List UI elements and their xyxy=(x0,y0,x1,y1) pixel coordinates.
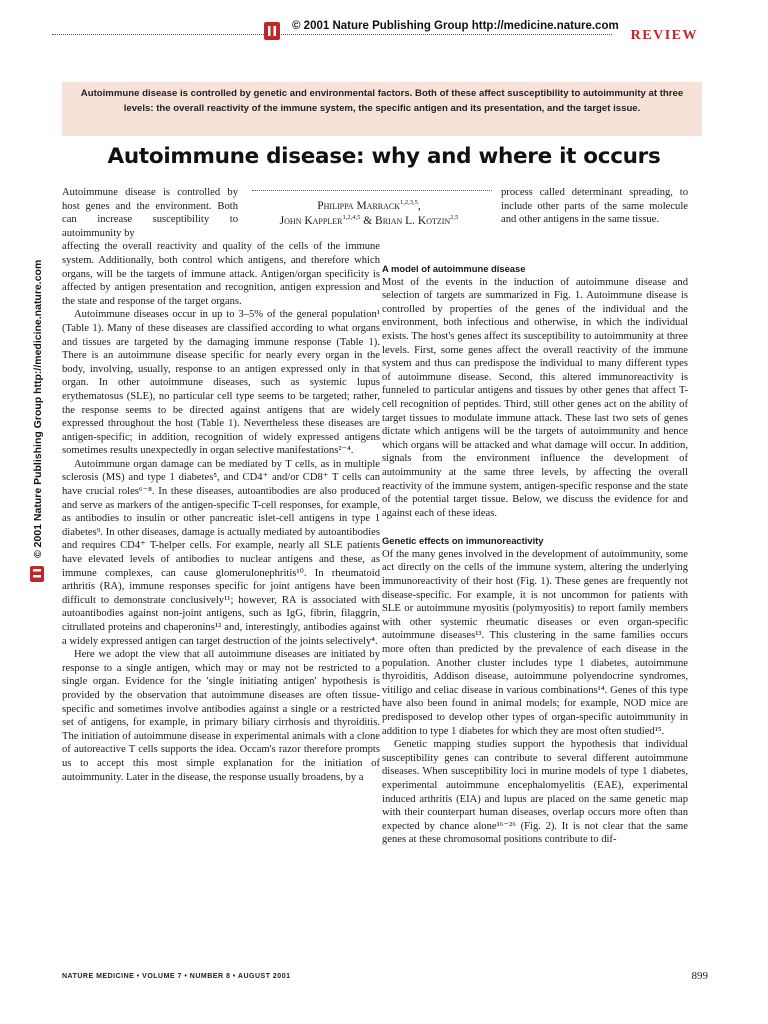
paragraph: Genetic mapping studies support the hypothesis that individual susceptibility genes can contribute to several different autoimmune diseases. When susceptibility loci in murine models of type 1 diabetes, experimental autoimmune encephalomyelitis (EAE), experimental induced arthritis (EIA) and lupus are placed on the same genetic map with their counterpart human diseases, overlap occurs more often than expected by chance alone¹⁶⁻²⁶ (Fig. 2). It is not clear that the same genes at these chromosomal positions contribute to dif- xyxy=(382,739,688,846)
author-kappler: John Kappler xyxy=(279,215,343,227)
author-marrack: Philippa Marrack xyxy=(317,200,401,212)
author-ampersand: & xyxy=(363,215,373,227)
author-kotzin: Brian L. Kotzin xyxy=(375,215,451,227)
npg-logo-icon xyxy=(264,22,280,40)
paragraph: affecting the overall reactivity and quality of the cells of the immune system. Additionally, both control which antigens, and therefore which organs, will be the targets of immune attack. Antigen/organ specificity is affected by antigen presentation and recognition, antigen expression and the state and response of the target organs. xyxy=(62,241,380,307)
header-copyright: © 2001 Nature Publishing Group http://medicine.nature.com xyxy=(292,20,619,32)
page-number: 899 xyxy=(691,970,708,982)
column-right-top: process called determinant spreading, to include other parts of the same molecule and other antigens in the same tissue. xyxy=(501,187,688,226)
article-title: Autoimmune disease: why and where it occurs xyxy=(107,144,661,169)
header-rule xyxy=(52,34,612,35)
paragraph: Autoimmune organ damage can be mediated by T cells, as in multiple sclerosis (MS) and type 1 diabetes⁵, and CD4⁺ and/or CD8⁺ T cells can have crucial roles⁶⁻⁸. In these diseases, autoantibodies are also produced and serve as markers of the antigen-specific T-cell responses, for example, as antibodies to insulin or other pancreatic islet-cell antigens in type 1 diabetes⁹. In other diseases, damage is actually mediated by autoantibodies and requires CD4⁺ T-helper cells. For example, nearly all SLE patients have elevated levels of antibodies to nuclear antigens and these, as immune complexes, can cause glomerulonephritis¹⁰. In rheumatoid arthritis (RA), immune responses specific for joint antigens have been difficult to demonstrate conclusively¹¹; however, RA is associated with autoantibodies against non-joint antigens, such as IgG, fibrin, filaggrin, citrullated proteins and chaperonins¹² and, interestingly, antibodies against a widely expressed antigen can target destruction of the joints selectively⁴. xyxy=(62,458,380,647)
paragraph: Autoimmune diseases occur in up to 3–5% of the general population¹ (Table 1). Many of these diseases are classified according to what organs and tissues are targeted by the damaging immune response (Table 1). There is an autoimmune disease specific for nearly every organ in the body, involving, usually, response to an antigen expressed only in that organ. In other autoimmune diseases, such as systemic lupus erythematosus (SLE), no particular cell type seems to be targeted; rather, the response seems to be directed against antigens that are widely expressed throughout the host (Table 1). Nevertheless these diseases are antigen-specific; in addition, recognition of widely expressed antigens sometimes results unexpectedly in organ selective manifestations²⁻⁴. xyxy=(62,309,380,457)
abstract-box: Autoimmune disease is controlled by genetic and environmental factors. Both of these affect susceptibility to autoimmunity at three levels: the overall reactivity of the immune system, the specific antigen and its presentation, and the target issue. xyxy=(62,82,702,136)
column-left xyxy=(62,186,380,784)
section-heading: Genetic effects on immunoreactivity xyxy=(382,535,544,547)
paragraph: Of the many genes involved in the development of autoimmunity, some act directly on the cells of the immune system, altering the underlying immunoreactivity of their host (Fig. 1). These genes are frequently not disease-specific. For example, it is not uncommon for patients with SLE or autoimmune myositis (polymyositis) to report family members with other systemic rheumatic diseases or even organ-specific autoimmune diseases¹³. This clustering in the same families occurs more often than predicted by the prevalence of each disease in the population. Another cluster includes type 1 diabetes, autoimmune thyroiditis, Addison disease, autoimmune polyendocrine syndromes, vitiligo and celiac disease in various combinations¹⁴. Genes of this type have also been found in animal models; for example, NOD mice are predisposed to develop other types of organ-specific autoimmunity in addition to type 1 diabetes for which they are most often studied¹⁵. xyxy=(382,548,688,737)
section-label: REVIEW xyxy=(630,28,698,43)
author-affil: 1,2,3,5 xyxy=(400,199,418,207)
author-affil: 2,5 xyxy=(450,214,459,222)
section-heading: A model of autoimmune disease xyxy=(382,263,526,274)
column-right xyxy=(382,262,688,847)
paragraph: Here we adopt the view that all autoimmune diseases are initiated by response to a single antigen, which may or may not be restricted to a single organ. Evidence for the 'single initiating antigen' hypothesis is provided by the observation that autoimmune diseases are often tissue-specific and sometimes involve antibodies against a single or a restricted set of antigens, for example, in primary biliary cirrhosis and thyroiditis. The initiation of autoimmune disease in experimental animals with a clone of autoreactive T cells supports the idea. Occam's razor therefore prompts us to accept this most simple explanation for the initiation of autoimmunity. Later in the disease, the response usually broadens, by a xyxy=(62,649,380,783)
paragraph: Most of the events in the induction of autoimmune disease and selection of targets are summarized in Fig. 1. Autoimmune disease is controlled by properties of the genes of the individual and the environment, both infectious and otherwise, in which the individual exists. The host's genes affect its susceptibility to autoimmunity at three levels. First, some genes affect the overall reactivity of the immune system and thus can predispose the individual to many different types of autoimmune disease. Second, this altered immunoreactivity is funneled to particular antigens and tissues by other genes that affect T-cell recognition of peptides. Third, still other genes act on the ability of target tissues to modulate immune attack. These last two sets of genes dictate which antigens will be the targets of autoimmunity and hence which organs will be attacked and what damage will occur. In addition, signals from the environment influence the development of autoimmunity at the same three levels, by affecting the overall reactivity of the immune system, antigen-specific response and the state of the potential target tissue. Below, we discuss the evidence for and against each of these ideas. xyxy=(382,276,688,519)
paragraph: Autoimmune disease is controlled by host genes and the environment. Both can increase susceptibility to autoimmunity by xyxy=(62,187,238,239)
sidebar-logo-icon xyxy=(30,566,44,582)
sidebar-text: © 2001 Nature Publishing Group http://medicine.nature.com xyxy=(32,259,44,558)
footer-journal: NATURE MEDICINE • VOLUME 7 • NUMBER 8 • AUGUST 2001 xyxy=(62,973,291,980)
authors: Philippa Marrack$^{1,2,3,5}$, John Kappler$^{1,2,4,5}$ & Brian L. Kotzin$^{2,5}$ xyxy=(279,199,459,227)
author-affil: 1,2,4,5 xyxy=(342,214,361,222)
sidebar-copyright xyxy=(28,216,46,586)
